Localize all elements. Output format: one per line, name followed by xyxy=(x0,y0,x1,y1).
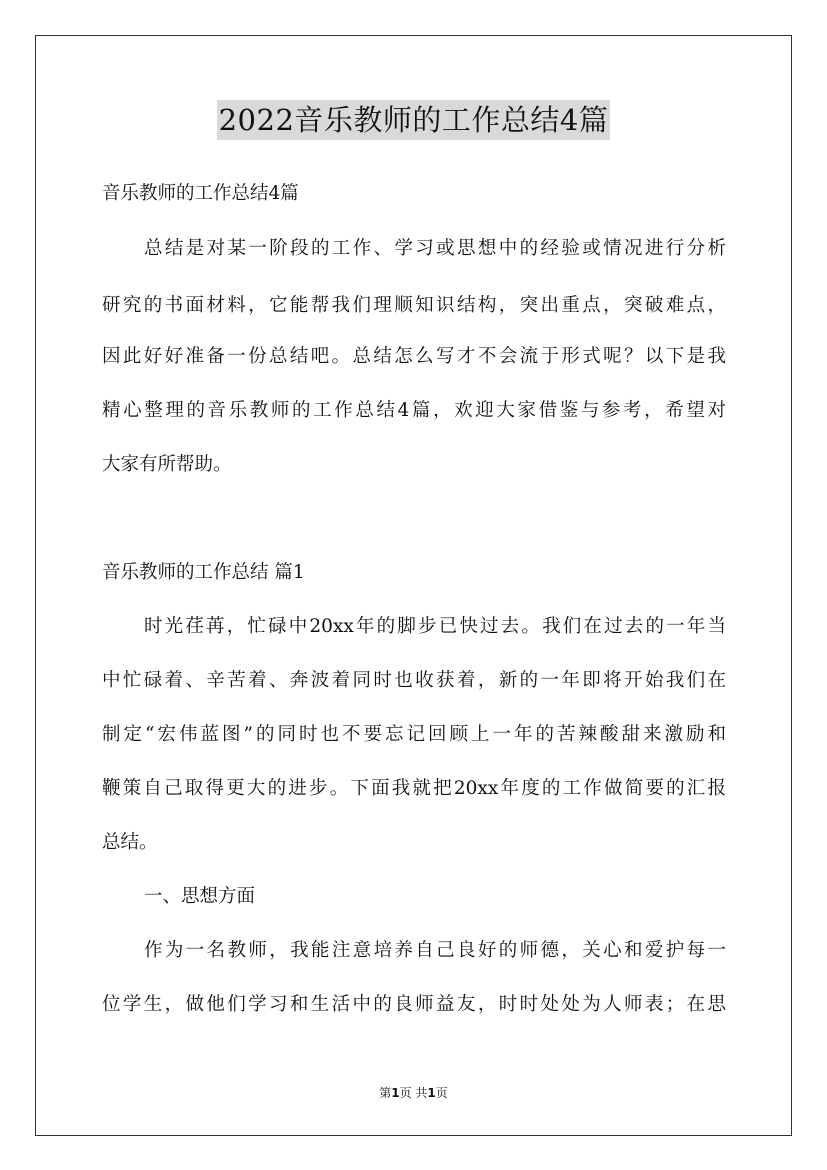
intro-line: 大家有所帮助。 xyxy=(102,454,232,475)
thought-line: 位学生，做他们学习和生活中的良师益友，时时处处为人师表；在思 xyxy=(102,994,726,1015)
section-line: 制定“宏伟蓝图”的同时也不要忘记回顾上一年的苦辣酸甜来激励和 xyxy=(102,724,726,745)
subheading: 一、思想方面 xyxy=(144,886,256,907)
intro-line: 精心整理的音乐教师的工作总结4篇，欢迎大家借鉴与参考，希望对 xyxy=(102,400,726,421)
intro-line: 因此好好准备一份总结吧。总结怎么写才不会流于形式呢？以下是我 xyxy=(102,346,726,367)
title-container xyxy=(0,100,827,140)
section-line: 总结。 xyxy=(102,832,158,853)
document-subtitle: 音乐教师的工作总结4篇 xyxy=(102,183,299,204)
intro-line: 研究的书面材料，它能帮我们理顺知识结构，突出重点，突破难点， xyxy=(102,295,726,316)
section-line: 时光荏苒，忙碌中20xx年的脚步已快过去。我们在过去的一年当 xyxy=(144,616,726,637)
section-line: 鞭策自己取得更大的进步。下面我就把20xx年度的工作做简要的汇报 xyxy=(102,778,726,799)
document-title: 2022音乐教师的工作总结4篇 xyxy=(217,100,611,140)
footer-total-pages: 1 xyxy=(427,1086,436,1100)
footer-mid: 页 共 xyxy=(399,1086,428,1100)
section-line: 中忙碌着、辛苦着、奔波着同时也收获着，新的一年即将开始我们在 xyxy=(102,670,726,691)
intro-line: 总结是对某一阶段的工作、学习或思想中的经验或情况进行分析 xyxy=(144,238,726,259)
page-footer xyxy=(0,1084,827,1101)
thought-line: 作为一名教师，我能注意培养自己良好的师德，关心和爱护每一 xyxy=(144,940,726,961)
footer-suffix: 页 xyxy=(435,1086,448,1100)
footer-prefix: 第 xyxy=(379,1086,392,1100)
footer-page-number: 1 xyxy=(391,1086,400,1100)
section-heading: 音乐教师的工作总结 篇1 xyxy=(102,562,305,583)
